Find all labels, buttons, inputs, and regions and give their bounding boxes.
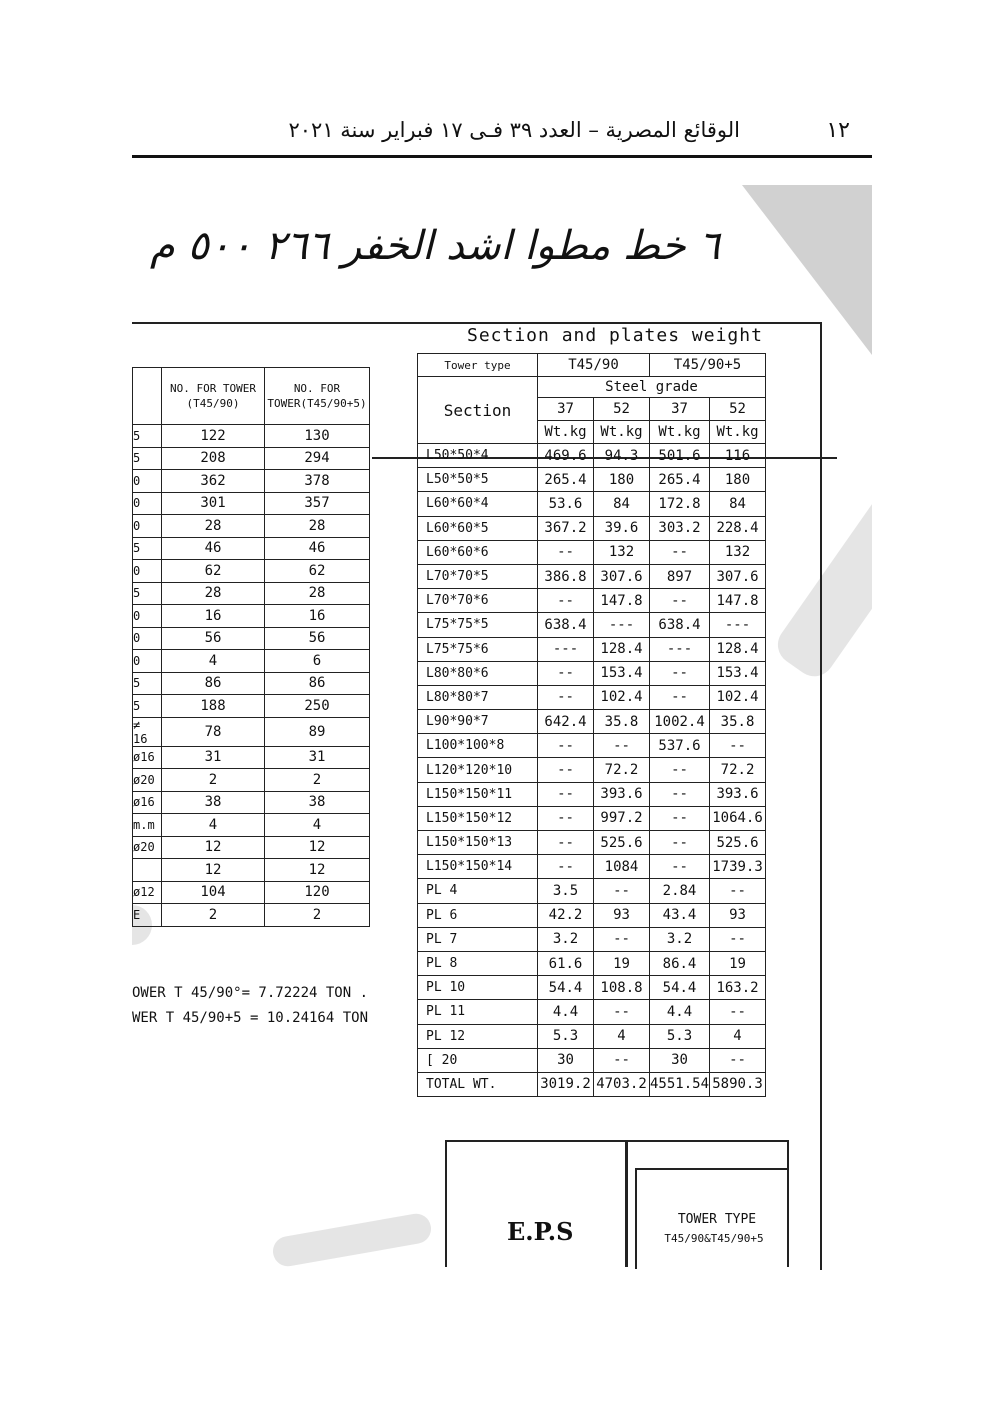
tower-type-value: T45/90&T45/90+5 bbox=[664, 1232, 764, 1245]
row-label: ≠ 16 bbox=[133, 717, 162, 746]
weight-cell: 35.8 bbox=[710, 710, 766, 734]
row-label: m.m bbox=[133, 814, 162, 837]
weight-cell: -- bbox=[594, 879, 650, 903]
row-label: 0 bbox=[133, 627, 162, 650]
tower-type-caption: TOWER TYPE bbox=[677, 1212, 757, 1227]
table-row bbox=[133, 881, 370, 904]
weight-cell: -- bbox=[594, 927, 650, 951]
weight-cell: -- bbox=[594, 1048, 650, 1072]
weight-cell: 54.4 bbox=[650, 976, 710, 1000]
section-name-cell: L150*150*11 bbox=[418, 782, 538, 806]
quantity-cell: 2 bbox=[265, 769, 370, 792]
grade-37-a: 37 bbox=[538, 398, 594, 421]
unit-label: Wt.kg bbox=[650, 421, 710, 444]
quantity-cell: 12 bbox=[162, 836, 265, 859]
table-row bbox=[133, 769, 370, 792]
weight-cell: 501.6 bbox=[650, 444, 710, 468]
weight-cell: -- bbox=[650, 855, 710, 879]
weight-cell: -- bbox=[710, 1048, 766, 1072]
table-row bbox=[133, 791, 370, 814]
quantity-cell: 28 bbox=[265, 515, 370, 538]
frame-line-right bbox=[820, 322, 822, 1270]
quantity-cell: 16 bbox=[265, 605, 370, 628]
table-row bbox=[418, 1072, 766, 1096]
quantity-cell: 122 bbox=[162, 425, 265, 448]
weight-cell: 307.6 bbox=[594, 564, 650, 588]
table-row bbox=[418, 903, 766, 927]
section-name-cell: PL 11 bbox=[418, 1000, 538, 1024]
quantity-cell: 120 bbox=[265, 881, 370, 904]
section-name-cell: L70*70*6 bbox=[418, 589, 538, 613]
quantity-cell: 86 bbox=[265, 672, 370, 695]
table-row bbox=[133, 447, 370, 470]
section-name-cell: L60*60*5 bbox=[418, 516, 538, 540]
watermark-shape bbox=[271, 1211, 434, 1268]
row-label: 5 bbox=[133, 537, 162, 560]
quantity-cell: 2 bbox=[162, 769, 265, 792]
table-row bbox=[418, 806, 766, 830]
grade-52-b: 52 bbox=[710, 398, 766, 421]
weight-cell: 537.6 bbox=[650, 734, 710, 758]
section-name-cell: L70*70*5 bbox=[418, 564, 538, 588]
weight-cell: 72.2 bbox=[710, 758, 766, 782]
weight-cell: 84 bbox=[594, 492, 650, 516]
quantity-cell: 301 bbox=[162, 492, 265, 515]
left-quantity-table bbox=[132, 367, 370, 927]
title-block-divider bbox=[625, 1142, 628, 1267]
weight-cell: 638.4 bbox=[650, 613, 710, 637]
weight-cell: 163.2 bbox=[710, 976, 766, 1000]
section-name-cell: PL 4 bbox=[418, 879, 538, 903]
table-row bbox=[418, 927, 766, 951]
table-row bbox=[418, 758, 766, 782]
table-row bbox=[418, 976, 766, 1000]
table-row bbox=[133, 515, 370, 538]
section-name-cell: L50*50*4 bbox=[418, 444, 538, 468]
section-name-cell: PL 12 bbox=[418, 1024, 538, 1048]
weight-cell: 172.8 bbox=[650, 492, 710, 516]
table-row bbox=[133, 605, 370, 628]
quantity-cell: 28 bbox=[162, 515, 265, 538]
weight-cell: 102.4 bbox=[594, 685, 650, 709]
table-row bbox=[133, 582, 370, 605]
weight-cell: 42.2 bbox=[538, 903, 594, 927]
table-row bbox=[133, 650, 370, 673]
weight-cell: 228.4 bbox=[710, 516, 766, 540]
quantity-cell: 104 bbox=[162, 881, 265, 904]
table-row bbox=[418, 831, 766, 855]
quantity-cell: 31 bbox=[265, 746, 370, 769]
weight-cell: -- bbox=[650, 589, 710, 613]
table-row bbox=[133, 537, 370, 560]
weight-cell: 147.8 bbox=[710, 589, 766, 613]
table-row bbox=[418, 516, 766, 540]
table-row bbox=[133, 746, 370, 769]
table-row bbox=[418, 661, 766, 685]
weight-cell: 84 bbox=[710, 492, 766, 516]
table-row bbox=[418, 613, 766, 637]
quantity-cell: 28 bbox=[162, 582, 265, 605]
row-label: 0 bbox=[133, 560, 162, 583]
weight-cell: 367.2 bbox=[538, 516, 594, 540]
weight-cell: 54.4 bbox=[538, 976, 594, 1000]
weight-cell: 4551.54 bbox=[650, 1072, 710, 1096]
table-row bbox=[133, 717, 370, 746]
row-label: 5 bbox=[133, 447, 162, 470]
quantity-cell: 2 bbox=[265, 904, 370, 927]
quantity-cell: 4 bbox=[162, 650, 265, 673]
weight-cell: 128.4 bbox=[710, 637, 766, 661]
section-name-cell: L75*75*5 bbox=[418, 613, 538, 637]
section-name-cell: L150*150*14 bbox=[418, 855, 538, 879]
page-number: ١٢ bbox=[826, 118, 850, 143]
quantity-cell: 86 bbox=[162, 672, 265, 695]
scanned-drawing bbox=[132, 185, 872, 1270]
weight-cell: 3.5 bbox=[538, 879, 594, 903]
row-label: 5 bbox=[133, 425, 162, 448]
section-name-cell: L150*150*13 bbox=[418, 831, 538, 855]
row-label: 0 bbox=[133, 605, 162, 628]
weight-cell: 3.2 bbox=[538, 927, 594, 951]
weight-cell: 4.4 bbox=[538, 1000, 594, 1024]
section-weight-table bbox=[417, 353, 766, 1097]
section-name-cell: TOTAL WT. bbox=[418, 1072, 538, 1096]
section-name-cell: L100*100*8 bbox=[418, 734, 538, 758]
weight-cell: 30 bbox=[650, 1048, 710, 1072]
table-row bbox=[418, 855, 766, 879]
header-rule bbox=[132, 155, 872, 158]
weight-cell: 265.4 bbox=[538, 468, 594, 492]
weight-cell: 997.2 bbox=[594, 806, 650, 830]
weight-cell: -- bbox=[594, 1000, 650, 1024]
row-label: ø16 bbox=[133, 791, 162, 814]
weight-cell: 132 bbox=[710, 540, 766, 564]
weight-cell: 180 bbox=[710, 468, 766, 492]
frame-line-top bbox=[132, 322, 822, 324]
quantity-cell: 38 bbox=[162, 791, 265, 814]
quantity-cell: 62 bbox=[162, 560, 265, 583]
weight-cell: 897 bbox=[650, 564, 710, 588]
weight-cell: 5890.3 bbox=[710, 1072, 766, 1096]
weight-cell: 525.6 bbox=[594, 831, 650, 855]
weight-cell: 5.3 bbox=[538, 1024, 594, 1048]
table-row bbox=[133, 492, 370, 515]
weight-cell: -- bbox=[594, 734, 650, 758]
weight-cell: 147.8 bbox=[594, 589, 650, 613]
weight-cell: 93 bbox=[594, 903, 650, 927]
table-row bbox=[418, 1048, 766, 1072]
quantity-cell: 2 bbox=[162, 904, 265, 927]
tower-type-t45-90: T45/90 bbox=[538, 354, 650, 377]
row-label: E bbox=[133, 904, 162, 927]
drawing-title-block bbox=[445, 1140, 789, 1267]
table-row bbox=[133, 814, 370, 837]
section-name-cell: L90*90*7 bbox=[418, 710, 538, 734]
weight-cell: -- bbox=[710, 927, 766, 951]
total-weight-t45-90: OWER T 45/90°= 7.72224 TON . bbox=[132, 985, 369, 1001]
quantity-cell: 130 bbox=[265, 425, 370, 448]
weight-cell: 393.6 bbox=[594, 782, 650, 806]
weight-cell: 3019.2 bbox=[538, 1072, 594, 1096]
section-name-cell: L60*60*6 bbox=[418, 540, 538, 564]
table-row bbox=[133, 470, 370, 493]
tower-type-t45-90-5: T45/90+5 bbox=[650, 354, 766, 377]
quantity-cell: 31 bbox=[162, 746, 265, 769]
row-label: 5 bbox=[133, 695, 162, 718]
section-name-cell: L150*150*12 bbox=[418, 806, 538, 830]
weight-cell: 39.6 bbox=[594, 516, 650, 540]
quantity-cell: 378 bbox=[265, 470, 370, 493]
section-table-title: Section and plates weight bbox=[467, 325, 763, 346]
weight-cell: 102.4 bbox=[710, 685, 766, 709]
row-label: 0 bbox=[133, 650, 162, 673]
weight-cell: 132 bbox=[594, 540, 650, 564]
table-row bbox=[133, 836, 370, 859]
weight-cell: -- bbox=[650, 685, 710, 709]
row-label: ø12 bbox=[133, 881, 162, 904]
company-name: E.P.S bbox=[507, 1217, 574, 1246]
table-row bbox=[418, 1000, 766, 1024]
quantity-cell: 56 bbox=[162, 627, 265, 650]
section-name-cell: PL 8 bbox=[418, 951, 538, 975]
weight-cell: 5.3 bbox=[650, 1024, 710, 1048]
table-row bbox=[418, 879, 766, 903]
unit-label: Wt.kg bbox=[710, 421, 766, 444]
weight-cell: 303.2 bbox=[650, 516, 710, 540]
table-row bbox=[418, 637, 766, 661]
weight-cell: 93 bbox=[710, 903, 766, 927]
weight-cell: 642.4 bbox=[538, 710, 594, 734]
tower-type-label: Tower type bbox=[418, 354, 538, 377]
weight-cell: -- bbox=[650, 661, 710, 685]
section-name-cell: PL 7 bbox=[418, 927, 538, 951]
weight-cell: 525.6 bbox=[710, 831, 766, 855]
table-row bbox=[418, 564, 766, 588]
gazette-title: الوقائع المصرية – العدد ٣٩ فـى ١٧ فبراير سنة ٢٠٢١ bbox=[288, 118, 740, 142]
table-row bbox=[133, 425, 370, 448]
quantity-cell: 12 bbox=[162, 859, 265, 882]
weight-cell: 180 bbox=[594, 468, 650, 492]
weight-cell: 2.84 bbox=[650, 879, 710, 903]
weight-cell: 4.4 bbox=[650, 1000, 710, 1024]
row-label: 5 bbox=[133, 672, 162, 695]
quantity-cell: 46 bbox=[265, 537, 370, 560]
weight-cell: -- bbox=[650, 806, 710, 830]
weight-cell: -- bbox=[538, 734, 594, 758]
weight-cell: 153.4 bbox=[594, 661, 650, 685]
weight-cell: 638.4 bbox=[538, 613, 594, 637]
quantity-cell: 78 bbox=[162, 717, 265, 746]
quantity-cell: 12 bbox=[265, 836, 370, 859]
total-weight-t45-90-5: WER T 45/90+5 = 10.24164 TON bbox=[132, 1010, 369, 1026]
table-row bbox=[133, 672, 370, 695]
quantity-cell: 4 bbox=[265, 814, 370, 837]
table-row bbox=[418, 468, 766, 492]
weight-cell: 30 bbox=[538, 1048, 594, 1072]
section-name-cell: PL 10 bbox=[418, 976, 538, 1000]
row-label bbox=[133, 859, 162, 882]
row-label: 0 bbox=[133, 515, 162, 538]
quantity-cell: 56 bbox=[265, 627, 370, 650]
quantity-cell: 38 bbox=[265, 791, 370, 814]
weight-cell: 108.8 bbox=[594, 976, 650, 1000]
quantity-cell: 250 bbox=[265, 695, 370, 718]
weight-cell: -- bbox=[538, 661, 594, 685]
weight-cell: 1064.6 bbox=[710, 806, 766, 830]
weight-cell: 469.6 bbox=[538, 444, 594, 468]
weight-cell: 153.4 bbox=[710, 661, 766, 685]
weight-cell: -- bbox=[650, 540, 710, 564]
section-name-cell: PL 6 bbox=[418, 903, 538, 927]
section-name-cell: [ 20 bbox=[418, 1048, 538, 1072]
section-name-cell: L50*50*5 bbox=[418, 468, 538, 492]
table-row bbox=[418, 782, 766, 806]
unit-label: Wt.kg bbox=[594, 421, 650, 444]
quantity-cell: 362 bbox=[162, 470, 265, 493]
table-row bbox=[418, 734, 766, 758]
row-label: ø20 bbox=[133, 769, 162, 792]
weight-cell: 61.6 bbox=[538, 951, 594, 975]
grade-52-a: 52 bbox=[594, 398, 650, 421]
quantity-cell: 4 bbox=[162, 814, 265, 837]
table-row bbox=[133, 904, 370, 927]
weight-cell: -- bbox=[538, 831, 594, 855]
weight-cell: --- bbox=[538, 637, 594, 661]
quantity-cell: 188 bbox=[162, 695, 265, 718]
quantity-cell: 62 bbox=[265, 560, 370, 583]
weight-cell: 19 bbox=[710, 951, 766, 975]
quantity-cell: 6 bbox=[265, 650, 370, 673]
weight-cell: 53.6 bbox=[538, 492, 594, 516]
unit-label: Wt.kg bbox=[538, 421, 594, 444]
page-header bbox=[132, 112, 872, 152]
grade-37-b: 37 bbox=[650, 398, 710, 421]
weight-cell: 1084 bbox=[594, 855, 650, 879]
weight-cell: -- bbox=[538, 589, 594, 613]
row-label: 5 bbox=[133, 582, 162, 605]
table-row bbox=[418, 1024, 766, 1048]
weight-cell: 72.2 bbox=[594, 758, 650, 782]
section-label: Section bbox=[418, 377, 538, 444]
weight-cell: --- bbox=[594, 613, 650, 637]
weight-cell: -- bbox=[538, 685, 594, 709]
table-row bbox=[133, 695, 370, 718]
row-label: 0 bbox=[133, 492, 162, 515]
weight-cell: -- bbox=[538, 855, 594, 879]
section-table-body bbox=[418, 444, 766, 1097]
quantity-cell: 208 bbox=[162, 447, 265, 470]
quantity-cell: 294 bbox=[265, 447, 370, 470]
weight-cell: 94.3 bbox=[594, 444, 650, 468]
section-name-cell: L80*80*7 bbox=[418, 685, 538, 709]
table-row bbox=[418, 589, 766, 613]
left-table-body bbox=[133, 425, 370, 927]
weight-cell: --- bbox=[710, 613, 766, 637]
table-row bbox=[418, 951, 766, 975]
table-row bbox=[133, 859, 370, 882]
table-row bbox=[418, 710, 766, 734]
quantity-cell: 46 bbox=[162, 537, 265, 560]
row-label: ø20 bbox=[133, 836, 162, 859]
weight-cell: -- bbox=[710, 734, 766, 758]
table-row bbox=[133, 627, 370, 650]
table-row bbox=[133, 560, 370, 583]
weight-cell: -- bbox=[538, 540, 594, 564]
quantity-cell: 89 bbox=[265, 717, 370, 746]
weight-cell: 1002.4 bbox=[650, 710, 710, 734]
table-row bbox=[418, 492, 766, 516]
table-row bbox=[418, 444, 766, 468]
weight-cell: 128.4 bbox=[594, 637, 650, 661]
weight-cell: -- bbox=[710, 1000, 766, 1024]
weight-cell: 3.2 bbox=[650, 927, 710, 951]
weight-cell: 4 bbox=[594, 1024, 650, 1048]
quantity-cell: 357 bbox=[265, 492, 370, 515]
quantity-cell: 16 bbox=[162, 605, 265, 628]
weight-cell: 86.4 bbox=[650, 951, 710, 975]
quantity-cell: 28 bbox=[265, 582, 370, 605]
weight-cell: 386.8 bbox=[538, 564, 594, 588]
quantity-cell: 12 bbox=[265, 859, 370, 882]
weight-cell: 4 bbox=[710, 1024, 766, 1048]
weight-cell: -- bbox=[650, 831, 710, 855]
section-name-cell: L75*75*6 bbox=[418, 637, 538, 661]
left-table-header-t45-90: NO. FOR TOWER (T45/90) bbox=[162, 368, 265, 425]
weight-cell: 43.4 bbox=[650, 903, 710, 927]
table-row bbox=[418, 685, 766, 709]
left-table-header-t45-90-5: NO. FOR TOWER(T45/90+5) bbox=[265, 368, 370, 425]
section-name-cell: L120*120*10 bbox=[418, 758, 538, 782]
weight-cell: -- bbox=[710, 879, 766, 903]
left-table-corner bbox=[133, 368, 162, 425]
table-row bbox=[418, 540, 766, 564]
weight-cell: -- bbox=[538, 806, 594, 830]
weight-cell: 19 bbox=[594, 951, 650, 975]
weight-cell: 307.6 bbox=[710, 564, 766, 588]
handwritten-note: ٦ خط مطوا اشد الخفر ٢٦٦ ٥٠٠ م bbox=[150, 223, 720, 269]
weight-cell: --- bbox=[650, 637, 710, 661]
weight-cell: 393.6 bbox=[710, 782, 766, 806]
weight-cell: 265.4 bbox=[650, 468, 710, 492]
weight-cell: -- bbox=[650, 782, 710, 806]
row-label: 0 bbox=[133, 470, 162, 493]
section-name-cell: L60*60*4 bbox=[418, 492, 538, 516]
row-label: ø16 bbox=[133, 746, 162, 769]
weight-cell: 4703.2 bbox=[594, 1072, 650, 1096]
weight-cell: 35.8 bbox=[594, 710, 650, 734]
weight-cell: 116 bbox=[710, 444, 766, 468]
weight-cell: -- bbox=[650, 758, 710, 782]
section-name-cell: L80*80*6 bbox=[418, 661, 538, 685]
weight-cell: -- bbox=[538, 782, 594, 806]
tower-type-box bbox=[635, 1168, 787, 1269]
weight-cell: -- bbox=[538, 758, 594, 782]
weight-cell: 1739.3 bbox=[710, 855, 766, 879]
steel-grade-label: Steel grade bbox=[538, 377, 766, 398]
